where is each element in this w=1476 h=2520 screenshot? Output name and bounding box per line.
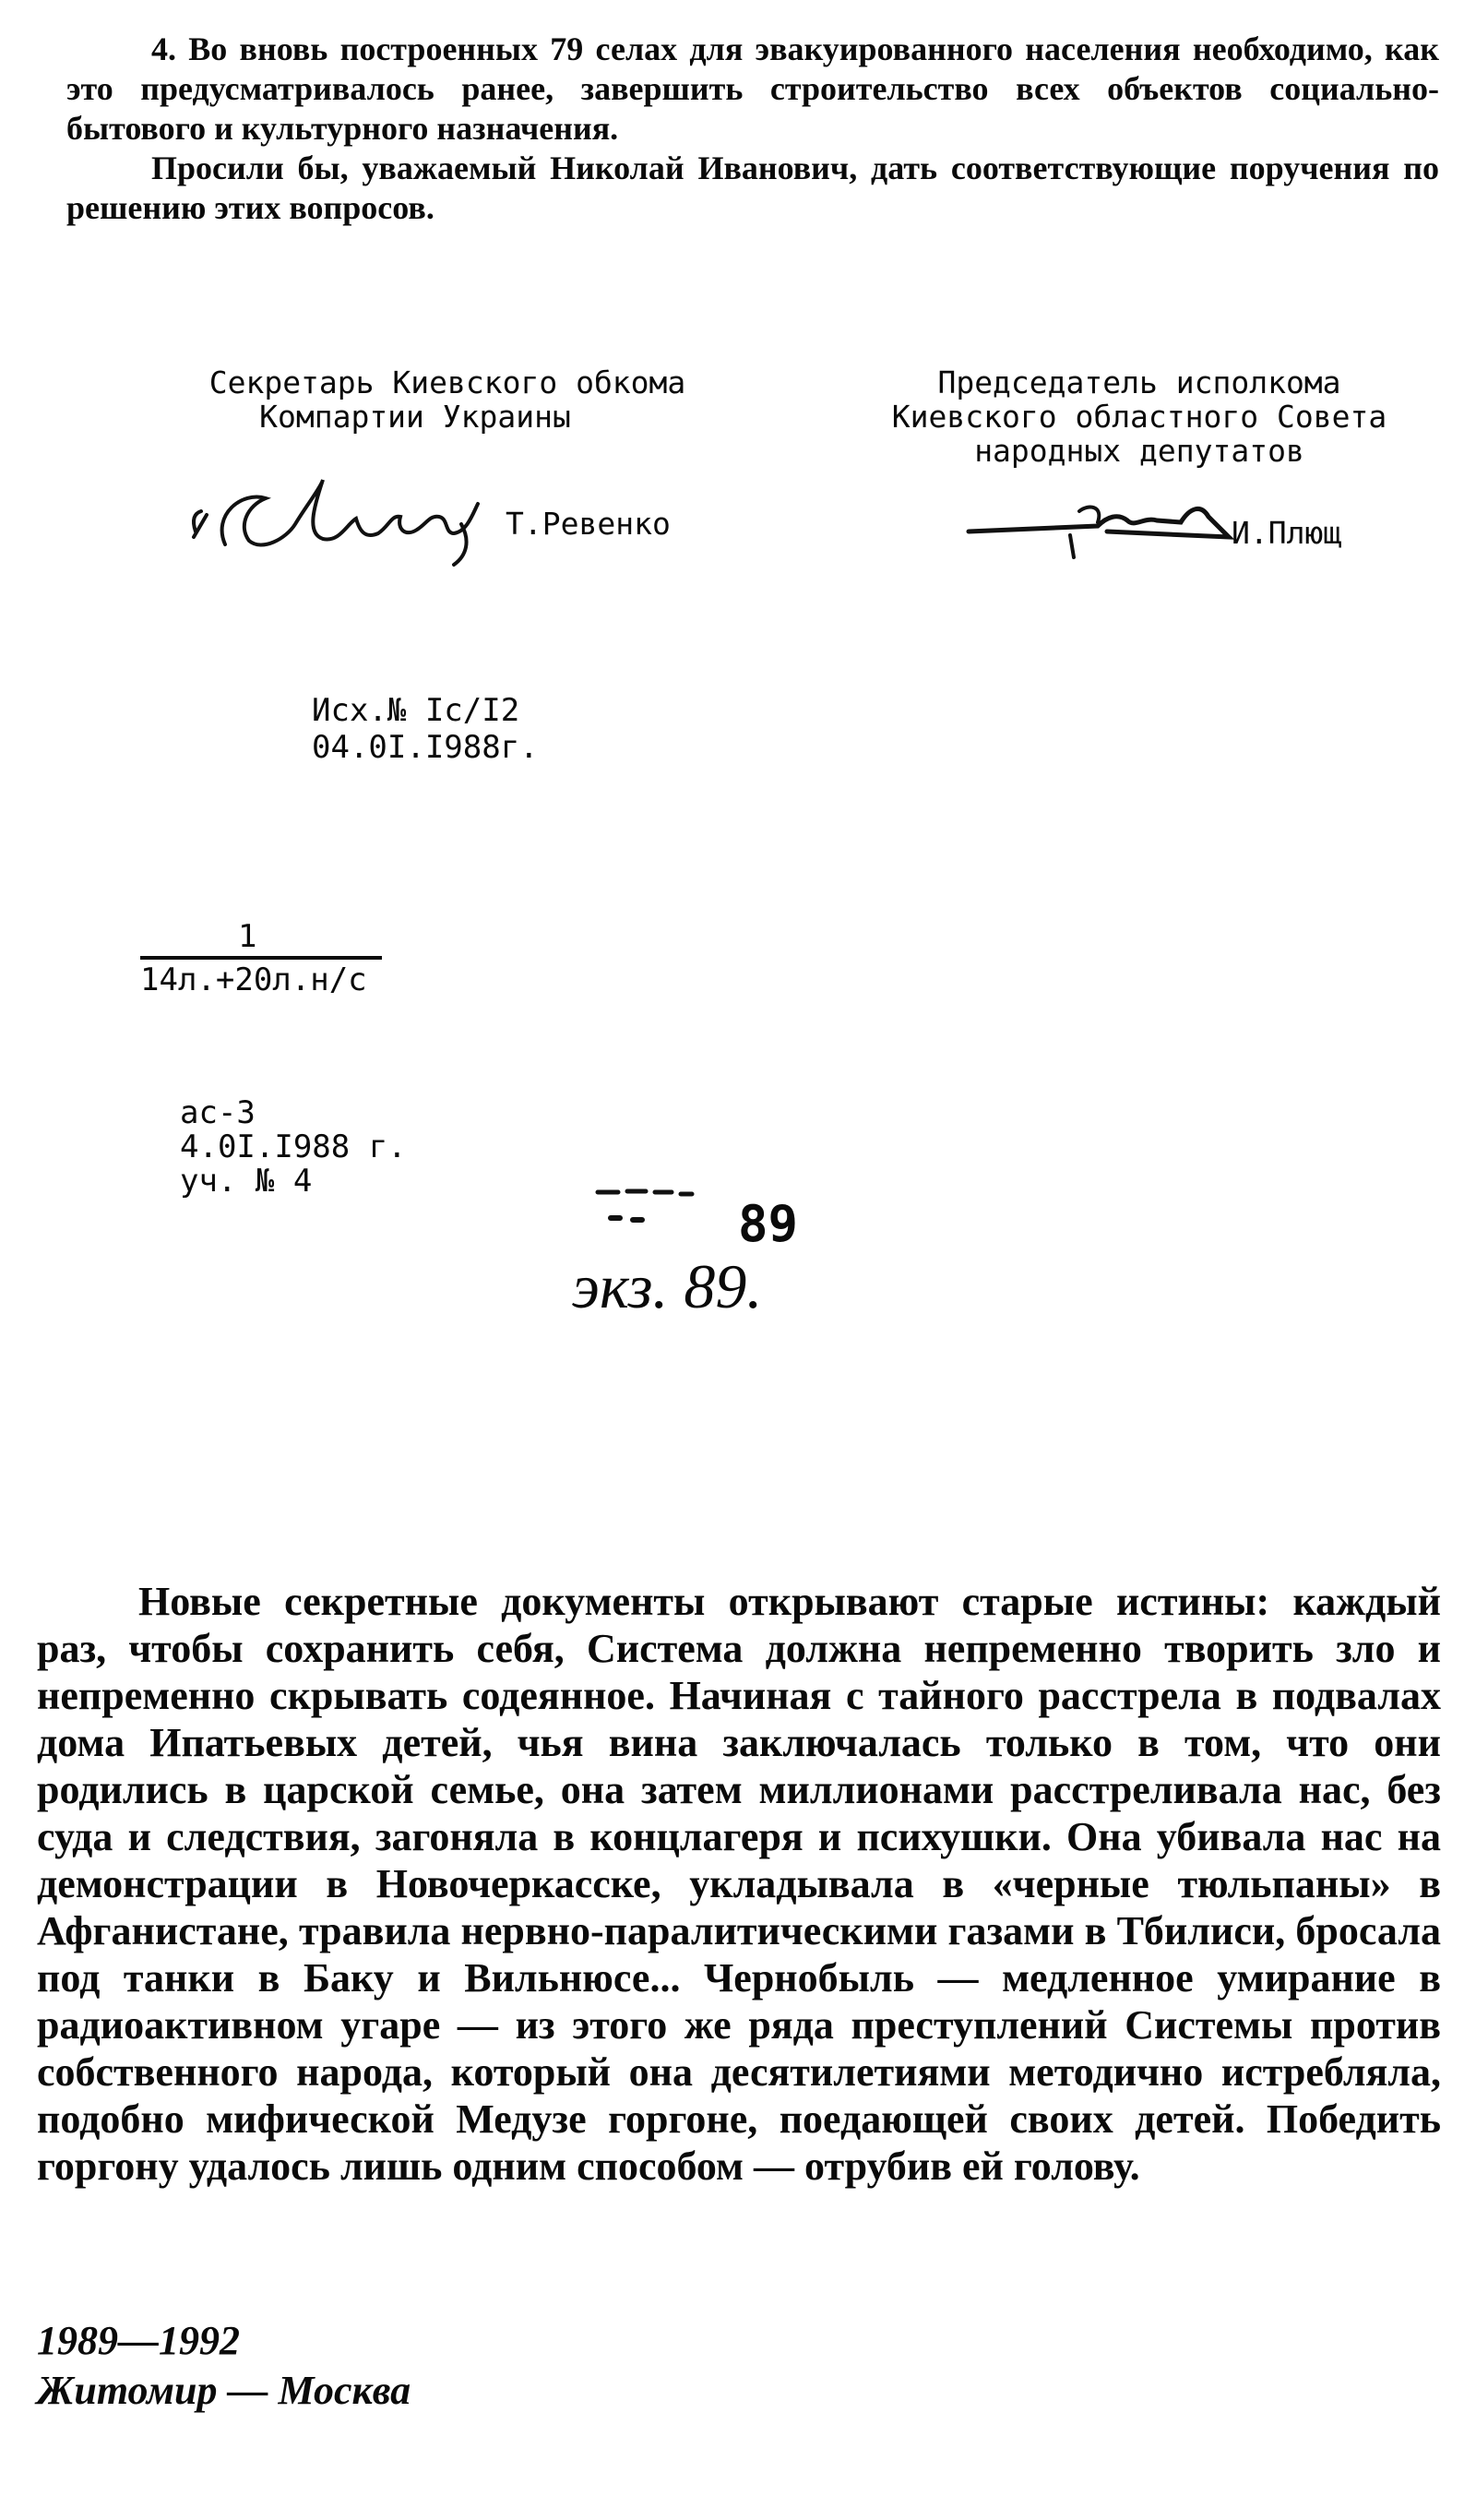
registration-line1: ас-3 [180, 1094, 256, 1131]
sign-off-years: 1989—1992 [37, 2318, 240, 2363]
outgoing-reference [312, 692, 539, 766]
outgoing-date: 04.0І.І988г. [312, 729, 539, 766]
stamp-number: 89 [738, 1195, 799, 1253]
right-signer-name: И.Плющ [1232, 515, 1342, 551]
right-signer-title-line3: народных депутатов [974, 433, 1304, 469]
copy-description: 14л.+20л.н/с [140, 961, 367, 998]
letter-paragraph-4: 4. Во вновь построенных 79 селах для эвакуированного населения необходимо, как это предусматривалось ранее, завершить строительство всех объектов социально-бытового и культурного назначения. [66, 30, 1439, 147]
copy-divider [140, 956, 382, 960]
copy-number: 1 [238, 918, 257, 955]
handwritten-signature-left [184, 460, 507, 570]
registration-line2: 4.0І.І988 г. [180, 1129, 407, 1165]
registration-line3: уч. № 4 [180, 1163, 313, 1200]
handwritten-signature-right [959, 480, 1236, 563]
sign-off-places: Житомир — Москва [37, 2368, 411, 2413]
letter-body [66, 30, 1439, 228]
right-signer-title-line1: Председатель исполкома [937, 364, 1341, 400]
letter-request: Просили бы, уважаемый Николай Иванович, дать соответствующие поручения по решению этих вопросов. [66, 149, 1439, 226]
epilogue-paragraph: Новые секретные документы открывают старые истины: каждый раз, чтобы сохранить себя, Система должна непременно творить зло и непременно скрывать содеянное. Начиная с тайного расстрела в подвалах дома Ипатьевых детей, чья вина заключалась только в том, что они родились в царской семье, она затем миллионами расстреливала нас, без суда и следствия, загоняла в концлагеря и психушки. Она убивала нас на демонстрации в Новочеркасске, укладывала в «черные тюльпаны» в Афганистане, травила нервно-паралитическими газами в Тбилиси, бросала под танки в Баку и Вильнюсе... Чернобыль — медленное умирание в радиоактивном угаре — из этого же ряда преступлений Системы против собственного народа, который она десятилетиями методично истребляла, подобно мифической Медузе горгоне, поедающей своих детей. Победить горгону удалось лишь одним способом — отрубив ей голову. [37, 1579, 1441, 2189]
signature-block-left [180, 365, 715, 434]
left-signer-name: Т.Ревенко [506, 506, 671, 542]
signature-block-right [835, 365, 1444, 468]
handwritten-copy-number: экз. 89. [572, 1251, 763, 1321]
left-signer-title-line1: Секретарь Киевского обкома [208, 364, 686, 400]
stamp-dash-marks [590, 1183, 720, 1238]
outgoing-number: Исх.№ Іс/І2 [312, 692, 520, 729]
epilogue-text [37, 1578, 1441, 2190]
right-signer-title-line2: Киевского областного Совета [891, 399, 1387, 435]
registration-block [180, 1096, 407, 1199]
left-signer-title-line2: Компартии Украины [259, 399, 571, 435]
sign-off [37, 2316, 411, 2416]
